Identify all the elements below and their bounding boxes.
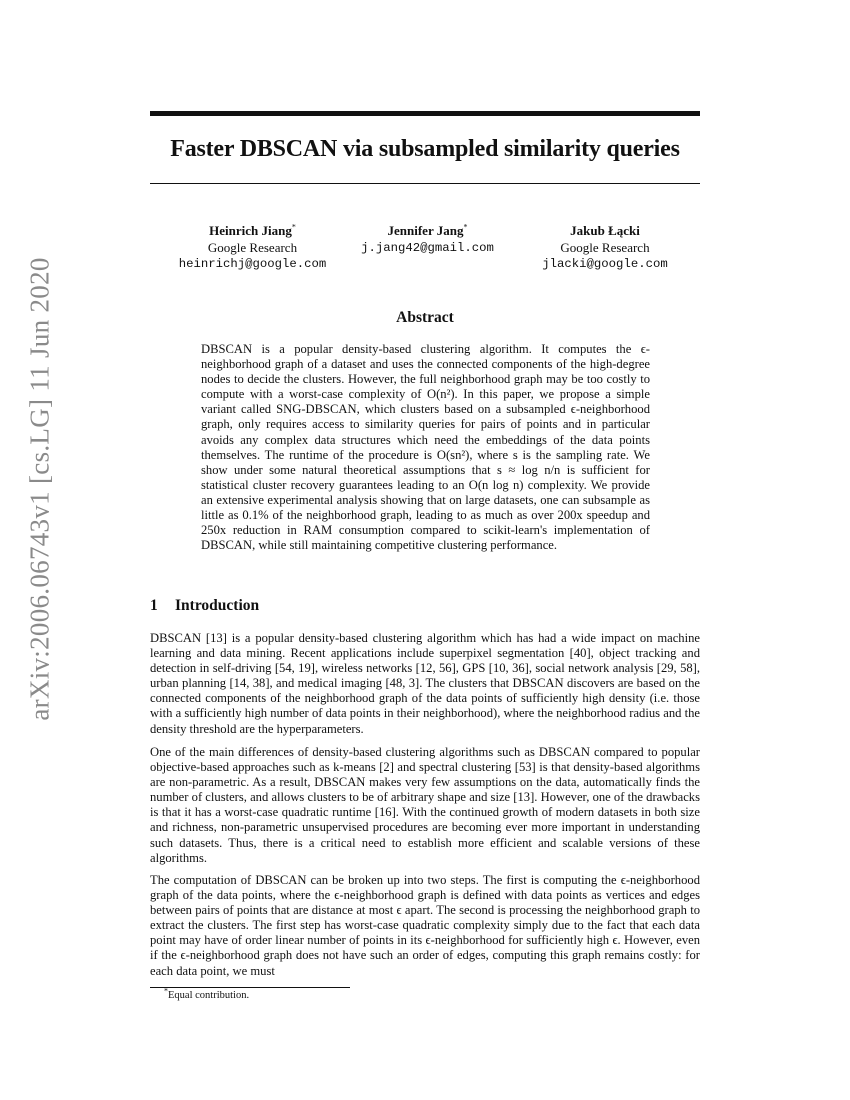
author-block xyxy=(345,223,510,256)
title-top-rule xyxy=(150,111,700,116)
author-email: j.jang42@gmail.com xyxy=(361,240,494,255)
title-bottom-rule xyxy=(150,183,700,184)
arxiv-identifier: arXiv:2006.06743v1 [cs.LG] 11 Jun 2020 xyxy=(24,257,55,721)
author-affiliation: Google Research xyxy=(207,239,298,255)
author-block xyxy=(160,223,345,273)
section-number: 1 xyxy=(150,597,158,614)
abstract-heading: Abstract xyxy=(396,309,454,326)
abstract-text: DBSCAN is a popular density-based clustering algorithm. It computes the ϵ-neighborhood graph of a dataset and uses the connected components of the high-degree nodes to decide the clusters. However, the full neighborhood graph may be too costly to compute with a worst-case complexity of O(n²). In this paper, we propose a simple variant called SNG-DBSCAN, which clusters based on a subsampled ϵ-neighborhood graph, only requires access to similarity queries for pairs of points and in particular avoids any complex data structures which need the embeddings of the data points themselves. The runtime of the procedure is O(sn²), where s is the sampling rate. We show under some natural theoretical assumptions that s ≈ log n/n is sufficient for statistical cluster recovery guarantees leading to an O(n log n) complexity. We provide an extensive experimental analysis showing that on large datasets, one can subsample as little as 0.1% of the neighborhood graph, leading to as much as over 200x speedup and 250x reduction in RAM consumption compared to scikit-learn's implementation of DBSCAN, while still maintaining competitive clustering performance. xyxy=(201,342,650,553)
section-title: Introduction xyxy=(175,597,260,614)
author-name: Heinrich Jiang* xyxy=(209,222,296,238)
author-name: Jakub Łącki xyxy=(570,223,640,238)
author-block xyxy=(510,223,700,273)
body-paragraph: One of the main differences of density-based clustering algorithms such as DBSCAN compared to popular objective-based approaches such as k-means [2] and spectral clustering [53] is that density-based algorithms are non-parametric. As a result, DBSCAN makes very few assumptions on the data, automatically finds the number of clusters, and allows clusters to be of arbitrary shape and size [13]. However, one of the drawbacks is that it has a worst-case quadratic runtime [16]. With the continued growth of modern datasets in both size and richness, non-parametric unsupervised procedures are becoming ever more important in understanding such datasets. Thus, there is a critical need to establish more efficient and scalable versions of these algorithms. xyxy=(150,745,700,865)
author-email: heinrichj@google.com xyxy=(178,257,327,271)
footnote-rule xyxy=(150,987,350,988)
paper-title: Faster DBSCAN via subsampled similarity queries xyxy=(170,136,680,162)
body-paragraph: DBSCAN [13] is a popular density-based clustering algorithm which has had a wide impact on machine learning and data mining. Recent applications include superpixel segmentation [40], object tracking and detection in self-driving [54, 19], wireless networks [12, 56], GPS [10, 36], social network analysis [29, 58], urban planning [14, 38], and medical imaging [48, 3]. The clusters that DBSCAN discovers are based on the connected components of the neighborhood graph of the data points of sufficiently high density (i.e. those with a sufficiently high number of data points in their neighborhood), where the neighborhood radius and the density threshold are the hyperparameters. xyxy=(150,631,700,736)
author-email: jlacki@google.com xyxy=(542,257,668,271)
author-name: Jennifer Jang* xyxy=(387,222,468,238)
author-affiliation: Google Research xyxy=(560,239,650,255)
body-paragraph: The computation of DBSCAN can be broken up into two steps. The first is computing the ϵ-neighborhood graph of the data points, where the ϵ-neighborhood graph is defined with data points as vertices and edges between pairs of points that are distance at most ϵ apart. The second is processing the neighborhood graph to extract the clusters. The first step has worst-case quadratic complexity simply due to the fact that each data point may have of order linear number of points in its ϵ-neighborhood for sufficiently high ϵ. However, even if the ϵ-neighborhood graph does not have such an order of edges, computing this graph remains costly: for each data point, we must xyxy=(150,873,700,978)
footnote: *Equal contribution. xyxy=(164,986,250,1001)
section-heading xyxy=(150,597,259,615)
